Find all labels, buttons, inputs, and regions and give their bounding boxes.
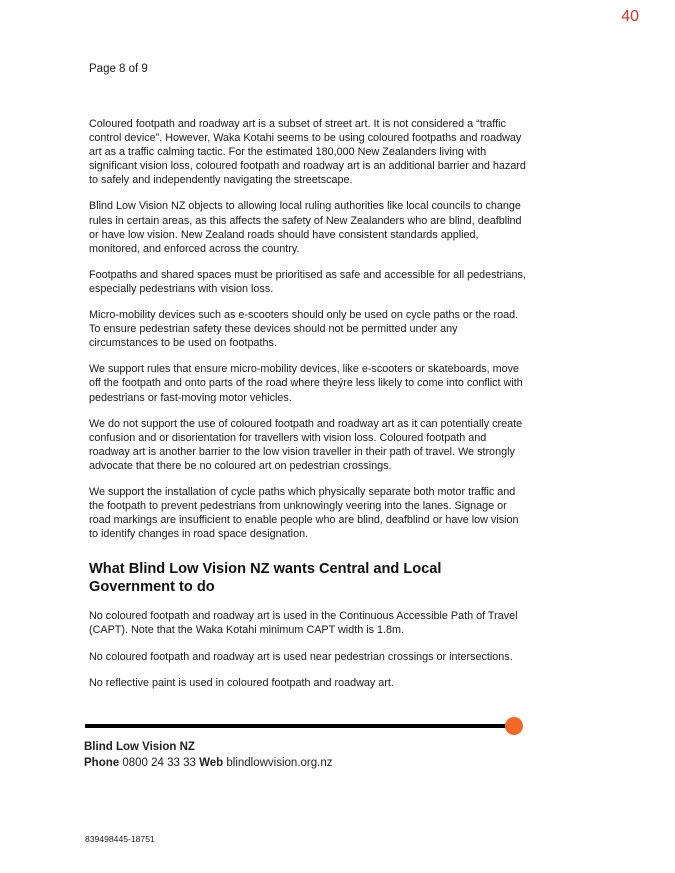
paragraph: Footpaths and shared spaces must be prioritised as safe and accessible for all pedestrians, especially pedestrians with vision loss.: [89, 268, 526, 295]
phone-label: Phone: [84, 757, 120, 769]
document-body: [89, 117, 529, 702]
paragraph: We support rules that ensure micro-mobility devices, like e-scooters or skateboards, move off the footpath and onto parts of the road where theýre less likely to come into conflict with pedestrians or fast-moving motor vehicles.: [89, 363, 523, 404]
footer-org-name: Blind Low Vision NZ: [84, 741, 195, 753]
paragraph: We support the installation of cycle paths which physically separate both motor traffic and the footpath to prevent pedestrians from unknowingly veering into the lanes. Signage or road markings are insufficient to enable people who are blind, deafblind or have low vision to identify changes in road space designation.: [89, 485, 519, 541]
page-number: 40: [621, 8, 639, 25]
footer-accent-dot: [505, 717, 523, 735]
paragraph: We do not support the use of coloured footpath and roadway art as it can potentially create confusion and or disorientation for travellers with vision loss. Coloured footpath and roadway art is another barrier to the low vision traveller in their path of travel. We strongly advocate that there be no coloured art on pedestrian crossings.: [89, 417, 523, 472]
paragraph: Micro-mobility devices such as e-scooters should only be used on cycle paths or the road. To ensure pedestrian safety these devices should not be permitted under any circumstances to be used on footpaths.: [89, 309, 519, 350]
document-id: 839498445-18751: [85, 834, 155, 844]
web-link[interactable]: blindlowvision.org.nz: [226, 757, 333, 769]
page-counter: Page 8 of 9: [89, 63, 148, 75]
section-paragraph: No coloured footpath and roadway art is used in the Continuous Accessible Path of Travel (CAPT). Note that the Waka Kotahi minimum CAPT width is 1.8m.: [89, 610, 518, 637]
section-heading: What Blind Low Vision NZ wants Central and Local Government to do: [89, 561, 442, 596]
footer-contact: [84, 757, 333, 769]
web-label: Web: [199, 757, 224, 769]
paragraph: Blind Low Vision NZ objects to allowing local ruling authorities like local councils to change rules in certain areas, as this affects the safety of New Zealanders who are blind, deafblind or have low vision. New Zealand roads should have consistent standards applied, monitored, and enforced across the country.: [89, 200, 522, 255]
section-paragraph: No reflective paint is used in coloured footpath and roadway art.: [89, 676, 394, 689]
footer-divider: [85, 724, 506, 728]
section-paragraph: No coloured footpath and roadway art is used near pedestrian crossings or intersections.: [89, 650, 513, 663]
phone-number[interactable]: 0800 24 33 33: [122, 757, 196, 769]
paragraph: Coloured footpath and roadway art is a subset of street art. It is not considered a “traffic control device”. However, Waka Kotahi seems to be using coloured footpaths and roadway art as a traffic calming tactic. For the estimated 180,000 New Zealanders living with significant vision loss, coloured footpath and roadway art is an additional barrier and hazard to safely and independently navigating the streetscape.: [89, 118, 526, 187]
